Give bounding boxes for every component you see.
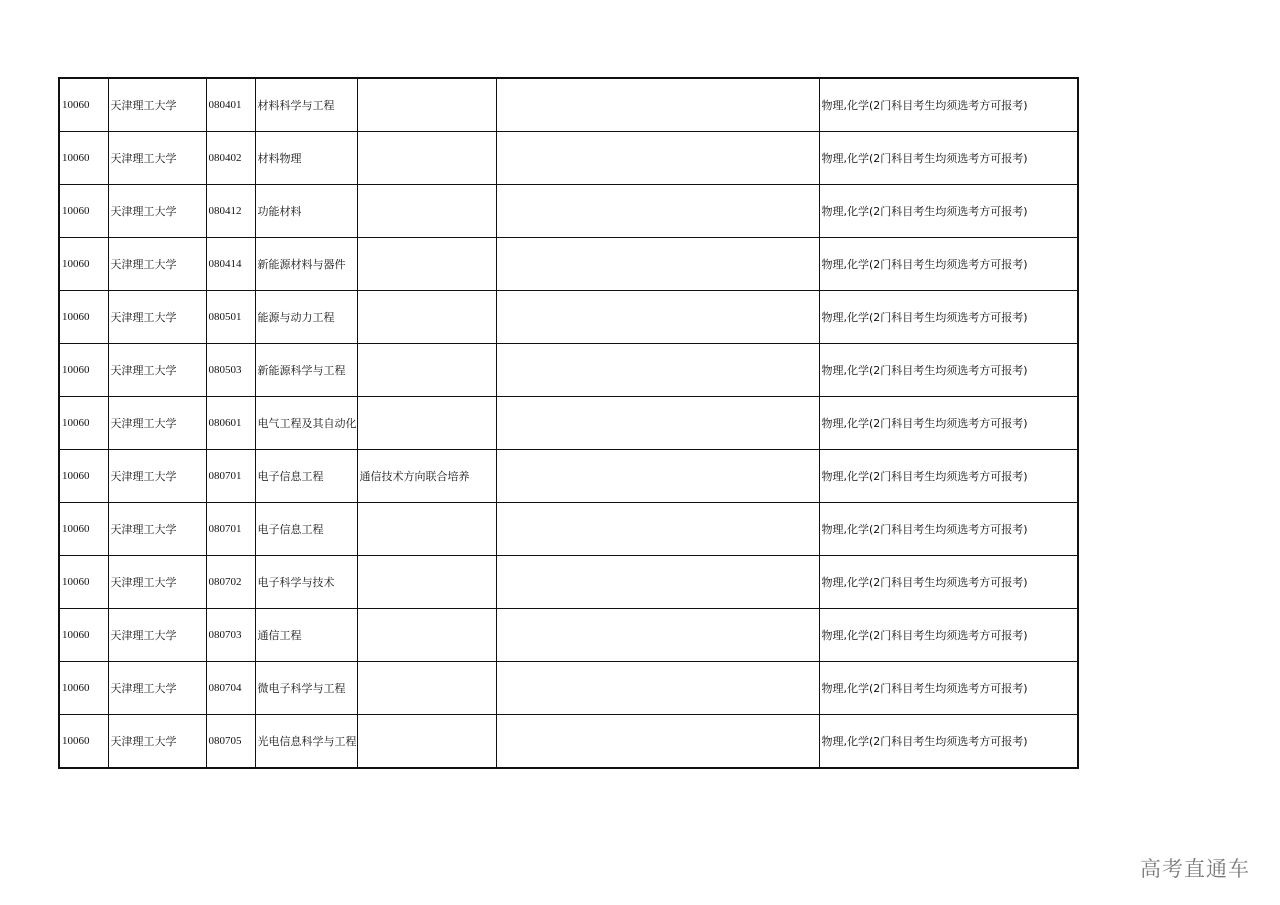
major-name-cell: 电子信息工程 xyxy=(255,503,357,556)
note-cell xyxy=(357,78,496,132)
extra-cell xyxy=(496,556,819,609)
extra-cell xyxy=(496,238,819,291)
school-name-cell: 天津理工大学 xyxy=(108,132,206,185)
note-cell xyxy=(357,503,496,556)
table-row xyxy=(59,662,1078,715)
school-name-cell: 天津理工大学 xyxy=(108,238,206,291)
table-row xyxy=(59,556,1078,609)
requirement-cell: 物理,化学(2门科目考生均须选考方可报考) xyxy=(819,397,1078,450)
extra-cell xyxy=(496,291,819,344)
note-cell xyxy=(357,662,496,715)
major-code-cell: 080503 xyxy=(206,344,255,397)
note-cell xyxy=(357,238,496,291)
school-code-cell: 10060 xyxy=(59,715,108,769)
table-row xyxy=(59,397,1078,450)
major-code-cell: 080601 xyxy=(206,397,255,450)
school-name-cell: 天津理工大学 xyxy=(108,715,206,769)
requirement-cell: 物理,化学(2门科目考生均须选考方可报考) xyxy=(819,185,1078,238)
major-name-cell: 材料物理 xyxy=(255,132,357,185)
table-row xyxy=(59,715,1078,769)
table-row xyxy=(59,503,1078,556)
major-name-cell: 功能材料 xyxy=(255,185,357,238)
extra-cell xyxy=(496,609,819,662)
extra-cell xyxy=(496,503,819,556)
school-code-cell: 10060 xyxy=(59,662,108,715)
major-name-cell: 电子信息工程 xyxy=(255,450,357,503)
extra-cell xyxy=(496,662,819,715)
note-cell xyxy=(357,609,496,662)
major-code-cell: 080412 xyxy=(206,185,255,238)
major-name-cell: 微电子科学与工程 xyxy=(255,662,357,715)
table-row xyxy=(59,609,1078,662)
major-name-cell: 光电信息科学与工程 xyxy=(255,715,357,769)
requirement-cell: 物理,化学(2门科目考生均须选考方可报考) xyxy=(819,556,1078,609)
major-code-cell: 080401 xyxy=(206,78,255,132)
school-name-cell: 天津理工大学 xyxy=(108,556,206,609)
requirement-cell: 物理,化学(2门科目考生均须选考方可报考) xyxy=(819,344,1078,397)
major-name-cell: 电气工程及其自动化 xyxy=(255,397,357,450)
school-code-cell: 10060 xyxy=(59,397,108,450)
extra-cell xyxy=(496,715,819,769)
watermark-logo-text: 高考直通车 xyxy=(1140,857,1250,881)
extra-cell xyxy=(496,132,819,185)
admission-requirements-table xyxy=(58,77,1079,769)
requirement-cell: 物理,化学(2门科目考生均须选考方可报考) xyxy=(819,291,1078,344)
table-row xyxy=(59,185,1078,238)
requirement-cell: 物理,化学(2门科目考生均须选考方可报考) xyxy=(819,78,1078,132)
table-body xyxy=(59,78,1078,768)
note-cell: 通信技术方向联合培养 xyxy=(357,450,496,503)
extra-cell xyxy=(496,344,819,397)
major-code-cell: 080702 xyxy=(206,556,255,609)
major-code-cell: 080414 xyxy=(206,238,255,291)
school-code-cell: 10060 xyxy=(59,291,108,344)
note-cell xyxy=(357,185,496,238)
major-name-cell: 新能源科学与工程 xyxy=(255,344,357,397)
school-name-cell: 天津理工大学 xyxy=(108,78,206,132)
school-code-cell: 10060 xyxy=(59,503,108,556)
requirement-cell: 物理,化学(2门科目考生均须选考方可报考) xyxy=(819,715,1078,769)
requirement-cell: 物理,化学(2门科目考生均须选考方可报考) xyxy=(819,609,1078,662)
school-code-cell: 10060 xyxy=(59,450,108,503)
major-name-cell: 通信工程 xyxy=(255,609,357,662)
major-name-cell: 能源与动力工程 xyxy=(255,291,357,344)
extra-cell xyxy=(496,450,819,503)
school-code-cell: 10060 xyxy=(59,132,108,185)
table-row xyxy=(59,132,1078,185)
school-name-cell: 天津理工大学 xyxy=(108,185,206,238)
school-name-cell: 天津理工大学 xyxy=(108,662,206,715)
major-code-cell: 080701 xyxy=(206,503,255,556)
table-row xyxy=(59,238,1078,291)
extra-cell xyxy=(496,185,819,238)
note-cell xyxy=(357,556,496,609)
school-code-cell: 10060 xyxy=(59,78,108,132)
major-name-cell: 电子科学与技术 xyxy=(255,556,357,609)
table-row xyxy=(59,450,1078,503)
school-code-cell: 10060 xyxy=(59,185,108,238)
note-cell xyxy=(357,132,496,185)
school-name-cell: 天津理工大学 xyxy=(108,344,206,397)
school-code-cell: 10060 xyxy=(59,556,108,609)
school-name-cell: 天津理工大学 xyxy=(108,397,206,450)
major-code-cell: 080704 xyxy=(206,662,255,715)
extra-cell xyxy=(496,397,819,450)
table-row xyxy=(59,344,1078,397)
major-code-cell: 080501 xyxy=(206,291,255,344)
major-name-cell: 材料科学与工程 xyxy=(255,78,357,132)
school-name-cell: 天津理工大学 xyxy=(108,291,206,344)
note-cell xyxy=(357,291,496,344)
requirement-cell: 物理,化学(2门科目考生均须选考方可报考) xyxy=(819,662,1078,715)
note-cell xyxy=(357,715,496,769)
table-row xyxy=(59,78,1078,132)
school-name-cell: 天津理工大学 xyxy=(108,450,206,503)
major-code-cell: 080705 xyxy=(206,715,255,769)
major-code-cell: 080701 xyxy=(206,450,255,503)
requirement-cell: 物理,化学(2门科目考生均须选考方可报考) xyxy=(819,503,1078,556)
requirement-cell: 物理,化学(2门科目考生均须选考方可报考) xyxy=(819,132,1078,185)
major-code-cell: 080703 xyxy=(206,609,255,662)
note-cell xyxy=(357,344,496,397)
school-name-cell: 天津理工大学 xyxy=(108,503,206,556)
extra-cell xyxy=(496,78,819,132)
requirement-cell: 物理,化学(2门科目考生均须选考方可报考) xyxy=(819,238,1078,291)
note-cell xyxy=(357,397,496,450)
school-code-cell: 10060 xyxy=(59,609,108,662)
requirement-cell: 物理,化学(2门科目考生均须选考方可报考) xyxy=(819,450,1078,503)
major-name-cell: 新能源材料与器件 xyxy=(255,238,357,291)
major-code-cell: 080402 xyxy=(206,132,255,185)
table-row xyxy=(59,291,1078,344)
school-code-cell: 10060 xyxy=(59,238,108,291)
school-name-cell: 天津理工大学 xyxy=(108,609,206,662)
school-code-cell: 10060 xyxy=(59,344,108,397)
